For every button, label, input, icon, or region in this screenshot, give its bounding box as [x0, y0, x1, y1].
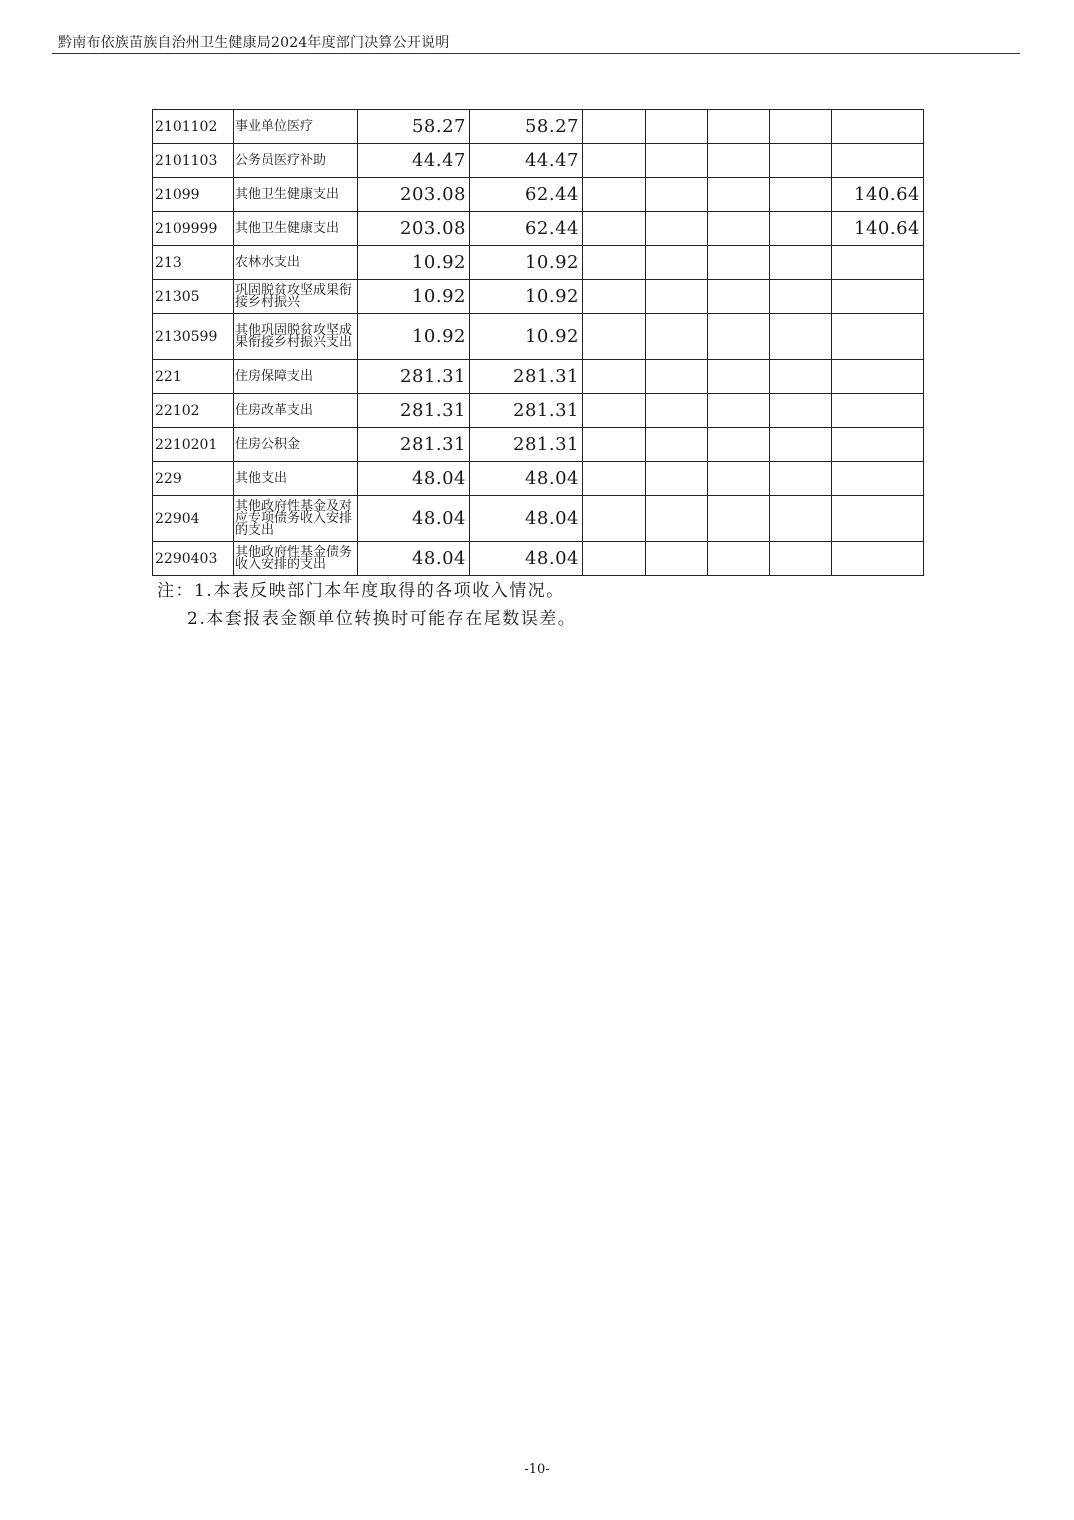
row-value-cell: [770, 110, 832, 144]
row-code-cell: 2101102: [153, 110, 234, 144]
row-value-cell: [646, 144, 708, 178]
row-code-cell: 21099: [153, 178, 234, 212]
row-value-cell: 58.27: [470, 110, 583, 144]
row-name-cell: 住房保障支出: [234, 360, 358, 394]
row-value-cell: [708, 542, 770, 576]
row-value-cell: [583, 110, 646, 144]
row-value-cell: 44.47: [470, 144, 583, 178]
row-value-cell: 62.44: [470, 212, 583, 246]
row-value-cell: [708, 246, 770, 280]
row-value-cell: 281.31: [358, 360, 470, 394]
document-header-title: 黔南布依族苗族自治州卫生健康局2024年度部门决算公开说明: [58, 35, 450, 51]
row-value-cell: [770, 280, 832, 314]
table-row: [153, 110, 924, 144]
row-code-cell: 2210201: [153, 428, 234, 462]
row-value-cell: [708, 110, 770, 144]
row-value-cell: 281.31: [470, 394, 583, 428]
row-value-cell: [646, 280, 708, 314]
row-value-cell: [770, 212, 832, 246]
row-value-cell: 10.92: [358, 280, 470, 314]
row-value-cell: 10.92: [470, 280, 583, 314]
row-value-cell: 10.92: [470, 314, 583, 360]
row-name-cell: 巩固脱贫攻坚成果衔接乡村振兴: [234, 280, 358, 314]
row-value-cell: 281.31: [470, 428, 583, 462]
row-value-cell: [583, 280, 646, 314]
row-value-cell: [583, 212, 646, 246]
row-value-cell: [832, 428, 924, 462]
row-value-cell: [646, 462, 708, 496]
row-value-cell: [708, 178, 770, 212]
row-value-cell: 48.04: [470, 542, 583, 576]
row-value-cell: 48.04: [470, 462, 583, 496]
row-value-cell: [583, 314, 646, 360]
row-value-cell: 58.27: [358, 110, 470, 144]
row-value-cell: [770, 394, 832, 428]
row-value-cell: 10.92: [470, 246, 583, 280]
table-notes: [157, 580, 576, 636]
row-value-cell: 281.31: [358, 394, 470, 428]
row-value-cell: [583, 462, 646, 496]
row-value-cell: [583, 542, 646, 576]
row-code-cell: 2290403: [153, 542, 234, 576]
table-row: [153, 394, 924, 428]
row-value-cell: [646, 394, 708, 428]
row-value-cell: [708, 394, 770, 428]
row-value-cell: 203.08: [358, 212, 470, 246]
row-value-cell: [646, 178, 708, 212]
row-value-cell: [583, 360, 646, 394]
row-value-cell: [708, 360, 770, 394]
row-value-cell: [832, 314, 924, 360]
row-value-cell: [646, 496, 708, 542]
row-code-cell: 229: [153, 462, 234, 496]
row-value-cell: [708, 496, 770, 542]
row-value-cell: 48.04: [358, 542, 470, 576]
row-value-cell: 10.92: [358, 314, 470, 360]
row-value-cell: 10.92: [358, 246, 470, 280]
row-code-cell: 213: [153, 246, 234, 280]
row-value-cell: [708, 462, 770, 496]
row-name-cell: 其他政府性基金债务收入安排的支出: [234, 542, 358, 576]
row-value-cell: [583, 178, 646, 212]
row-value-cell: [646, 542, 708, 576]
table-row: [153, 314, 924, 360]
row-value-cell: [832, 360, 924, 394]
row-code-cell: 21305: [153, 280, 234, 314]
row-value-cell: 203.08: [358, 178, 470, 212]
table-row: [153, 496, 924, 542]
table-body: [153, 110, 924, 576]
row-code-cell: 2130599: [153, 314, 234, 360]
page-number: -10-: [524, 1462, 550, 1477]
row-name-cell: 农林水支出: [234, 246, 358, 280]
row-value-cell: [646, 360, 708, 394]
row-value-cell: [770, 542, 832, 576]
row-value-cell: [832, 144, 924, 178]
row-value-cell: [583, 496, 646, 542]
row-value-cell: [708, 314, 770, 360]
row-value-cell: [770, 360, 832, 394]
row-value-cell: [832, 542, 924, 576]
row-value-cell: [708, 144, 770, 178]
note-1: 注：1.本表反映部门本年度取得的各项收入情况。: [157, 581, 565, 601]
row-value-cell: [708, 280, 770, 314]
row-value-cell: 48.04: [470, 496, 583, 542]
row-value-cell: [770, 246, 832, 280]
table-row: [153, 360, 924, 394]
row-value-cell: [832, 394, 924, 428]
row-value-cell: 62.44: [470, 178, 583, 212]
row-value-cell: [770, 178, 832, 212]
row-code-cell: 22904: [153, 496, 234, 542]
table-row: [153, 542, 924, 576]
note-2: 2.本套报表金额单位转换时可能存在尾数误差。: [187, 609, 577, 629]
row-value-cell: [646, 246, 708, 280]
row-value-cell: [646, 110, 708, 144]
row-code-cell: 2109999: [153, 212, 234, 246]
row-value-cell: [770, 428, 832, 462]
row-value-cell: [583, 394, 646, 428]
income-table: [152, 109, 924, 576]
table-row: [153, 178, 924, 212]
row-code-cell: 221: [153, 360, 234, 394]
row-value-cell: [583, 144, 646, 178]
row-code-cell: 2101103: [153, 144, 234, 178]
row-value-cell: 140.64: [832, 178, 924, 212]
row-name-cell: 其他支出: [234, 462, 358, 496]
row-value-cell: 281.31: [358, 428, 470, 462]
row-value-cell: [832, 280, 924, 314]
row-name-cell: 其他卫生健康支出: [234, 178, 358, 212]
row-name-cell: 住房改革支出: [234, 394, 358, 428]
row-value-cell: [646, 428, 708, 462]
row-value-cell: 140.64: [832, 212, 924, 246]
table-row: [153, 462, 924, 496]
row-value-cell: [583, 428, 646, 462]
table-row: [153, 212, 924, 246]
row-value-cell: [832, 246, 924, 280]
row-value-cell: [832, 462, 924, 496]
row-name-cell: 住房公积金: [234, 428, 358, 462]
row-value-cell: [770, 314, 832, 360]
row-value-cell: [583, 246, 646, 280]
row-name-cell: 其他巩固脱贫攻坚成果衔接乡村振兴支出: [234, 314, 358, 360]
row-value-cell: [708, 428, 770, 462]
table-row: [153, 144, 924, 178]
table-row: [153, 246, 924, 280]
table-row: [153, 280, 924, 314]
row-value-cell: [646, 212, 708, 246]
row-value-cell: 48.04: [358, 462, 470, 496]
row-name-cell: 其他卫生健康支出: [234, 212, 358, 246]
row-value-cell: 44.47: [358, 144, 470, 178]
table-row: [153, 428, 924, 462]
row-value-cell: 281.31: [470, 360, 583, 394]
row-value-cell: [770, 462, 832, 496]
row-value-cell: [770, 496, 832, 542]
row-value-cell: [832, 110, 924, 144]
header-divider: [52, 53, 1020, 54]
row-value-cell: [708, 212, 770, 246]
row-name-cell: 事业单位医疗: [234, 110, 358, 144]
row-value-cell: 48.04: [358, 496, 470, 542]
row-name-cell: 公务员医疗补助: [234, 144, 358, 178]
row-value-cell: [646, 314, 708, 360]
row-value-cell: [770, 144, 832, 178]
row-code-cell: 22102: [153, 394, 234, 428]
row-name-cell: 其他政府性基金及对应专项债务收入安排的支出: [234, 496, 358, 542]
row-value-cell: [832, 496, 924, 542]
